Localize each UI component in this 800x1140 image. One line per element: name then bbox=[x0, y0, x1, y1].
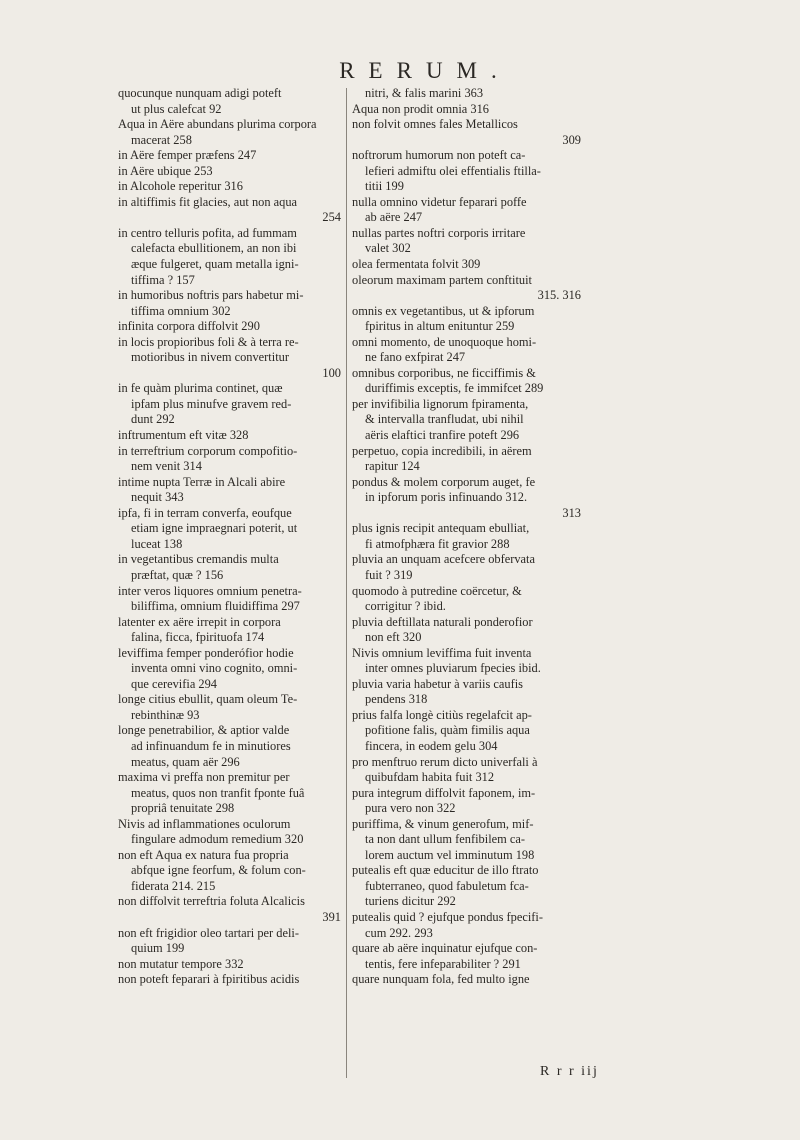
index-entry-line: turiens dicitur 292 bbox=[365, 894, 456, 909]
index-entry-line: 309 bbox=[562, 132, 581, 147]
index-entry-line: ad infinuandum fe in minutiores bbox=[131, 738, 291, 753]
index-entry-line: infinita corpora diffolvit 290 bbox=[118, 319, 260, 334]
index-entry-line: nitri, & falis marini 363 bbox=[365, 86, 484, 100]
index-entry-line: quium 199 bbox=[131, 941, 185, 956]
running-header: RERUM. bbox=[339, 58, 511, 83]
index-entry-line: quare ab aëre inquinatur ejufque con- bbox=[352, 941, 538, 956]
index-entry-line: fpiritus in altum enituntur 259 bbox=[365, 319, 515, 334]
index-entry-line: quocunque nunquam adigi poteft bbox=[118, 86, 282, 100]
index-entry-line: omni momento, de unoquoque homi- bbox=[352, 334, 537, 349]
index-entry-line: motioribus in nivem convertitur bbox=[131, 350, 289, 365]
index-entry-line: leviffima femper ponderófior hodie bbox=[118, 645, 294, 660]
index-entry-line: ut plus calefcat 92 bbox=[131, 101, 222, 116]
index-entry-line: fuit ? 319 bbox=[365, 567, 413, 582]
index-entry-line: ipfam plus minufve gravem red- bbox=[131, 396, 292, 411]
index-entry-line: inftrumentum eft vitæ 328 bbox=[118, 428, 249, 443]
index-entry-line: ne fano exfpirat 247 bbox=[365, 350, 466, 365]
index-entry-line: olea fermentata folvit 309 bbox=[352, 257, 481, 272]
index-entry-line: tiffima omnium 302 bbox=[131, 303, 231, 318]
column-divider bbox=[346, 88, 347, 1078]
index-entry-line: rapitur 124 bbox=[365, 459, 420, 474]
index-entry-line: nulla omnino videtur feparari poffe bbox=[352, 194, 527, 209]
index-entry-line: non diffolvit terreftria foluta Alcalicis bbox=[118, 894, 305, 909]
index-entry-line: dunt 292 bbox=[131, 412, 175, 427]
index-entry-line: tiffima ? 157 bbox=[131, 272, 195, 287]
index-entry-line: Nivis ad inflammationes oculorum bbox=[118, 816, 291, 831]
index-entry-line: fingulare admodum remedium 320 bbox=[131, 832, 304, 847]
index-entry-line: in terreftrium corporum compofitio- bbox=[118, 443, 298, 458]
index-entry-line: longe penetrabilior, & aptior valde bbox=[118, 723, 290, 738]
index-entry-line: fiderata 214. 215 bbox=[131, 878, 216, 893]
index-entry-line: putealis eft quæ educitur de illo ftrato bbox=[352, 863, 539, 878]
index-entry-line: non mutatur tempore 332 bbox=[118, 956, 244, 971]
index-entry-line: biliffima, omnium fluidiffima 297 bbox=[131, 599, 300, 614]
index-entry-line: æque fulgeret, quam metalla igni- bbox=[131, 257, 299, 272]
index-entry-line: falina, ficca, fpirituofa 174 bbox=[131, 630, 265, 645]
index-entry-line: valet 302 bbox=[365, 241, 411, 256]
index-entry-line: plus ignis recipit antequam ebulliat, bbox=[352, 521, 530, 536]
index-entry-line: in Aëre femper præfens 247 bbox=[118, 148, 257, 163]
index-entry-line: non eft Aqua ex natura fua propria bbox=[118, 847, 289, 862]
index-entry-line: oleorum maximam partem conftituit bbox=[352, 272, 532, 287]
index-entry-line: in locis propioribus foli & à terra re- bbox=[118, 334, 299, 349]
index-entry-line: lorem auctum vel imminutum 198 bbox=[365, 847, 535, 862]
index-entry-line: 315. 316 bbox=[537, 288, 581, 303]
index-entry-line: pofitione falis, quàm fimilis aqua bbox=[365, 723, 530, 738]
index-entry-line: pro menftruo rerum dicto univerfali à bbox=[352, 754, 538, 769]
left-column bbox=[118, 86, 344, 988]
index-entry-line: pluvia deftillata naturali ponderofior bbox=[352, 614, 533, 629]
index-entry-line: pendens 318 bbox=[365, 692, 428, 707]
right-column bbox=[352, 86, 584, 988]
index-entry-line: ta non dant ullum fenfibilem ca- bbox=[365, 832, 525, 847]
index-entry-line: in centro telluris pofita, ad fummam bbox=[118, 225, 297, 240]
index-entry-line: non poteft feparari à fpiritibus acidis bbox=[118, 972, 300, 987]
index-entry-line: nullas partes noftri corporis irritare bbox=[352, 225, 526, 240]
signature-mark: R r r iij bbox=[540, 1064, 599, 1079]
index-entry-line: latenter ex aëre irrepit in corpora bbox=[118, 614, 281, 629]
index-entry-line: intime nupta Terræ in Alcali abire bbox=[118, 474, 286, 489]
index-entry-line: macerat 258 bbox=[131, 132, 192, 147]
index-entry-line: calefacta ebullitionem, an non ibi bbox=[131, 241, 297, 256]
index-entry-line: ipfa, fi in terram converfa, eoufque bbox=[118, 505, 292, 520]
index-entry-line: quomodo à putredine coërcetur, & bbox=[352, 583, 522, 598]
index-entry-line: abfque igne feorfum, & folum con- bbox=[131, 863, 306, 878]
index-entry-line: que cerevifia 294 bbox=[131, 676, 218, 691]
index-entry-line: maxima vi preffa non premitur per bbox=[118, 770, 290, 785]
index-entry-line: in humoribus noftris pars habetur mi- bbox=[118, 288, 304, 303]
index-entry-line: non folvit omnes fales Metallicos bbox=[352, 117, 518, 132]
index-entry-line: in fe quàm plurima continet, quæ bbox=[118, 381, 283, 396]
index-entry-line: rebinthinæ 93 bbox=[131, 707, 200, 722]
index-entry-line: in altiffimis fit glacies, aut non aqua bbox=[118, 194, 298, 209]
index-entry-line: omnibus corporibus, ne ficciffimis & bbox=[352, 365, 536, 380]
index-entry-line: aëris elaftici tranfire poteft 296 bbox=[365, 428, 520, 443]
index-entry-line: titii 199 bbox=[365, 179, 404, 194]
index-entry-line: quare nunquam fola, fed multo igne bbox=[352, 972, 530, 987]
index-entry-line: duriffimis exceptis, fe immifcet 289 bbox=[365, 381, 544, 396]
index-entry-line: fi atmofphæra fit gravior 288 bbox=[365, 536, 510, 551]
index-entry-line: nequit 343 bbox=[131, 490, 184, 505]
index-entry-line: non eft 320 bbox=[365, 630, 422, 645]
index-entry-line: meatus, quos non tranfit fponte fuâ bbox=[131, 785, 305, 800]
index-entry-line: meatus, quam aër 296 bbox=[131, 754, 240, 769]
index-entry-line: puriffima, & vinum generofum, mif- bbox=[352, 816, 534, 831]
index-entry-line: 254 bbox=[322, 210, 341, 225]
index-entry-line: luceat 138 bbox=[131, 536, 183, 551]
index-entry-line: cum 292. 293 bbox=[365, 925, 433, 940]
index-entry-line: & intervalla tranfludat, ubi nihil bbox=[365, 412, 524, 427]
index-entry-line: perpetuo, copia incredibili, in aërem bbox=[352, 443, 532, 458]
index-entry-line: in ipforum poris infinuando 312. bbox=[365, 490, 528, 505]
index-entry-line: pluvia an unquam acefcere obfervata bbox=[352, 552, 536, 567]
index-entry-line: inventa omni vino cognito, omni- bbox=[131, 661, 298, 676]
index-entry-line: Aqua in Aëre abundans plurima corpora bbox=[118, 117, 317, 132]
index-entry-line: præftat, quæ ? 156 bbox=[131, 567, 224, 582]
index-entry-line: corrigitur ? ibid. bbox=[365, 599, 446, 614]
index-entry-line: etiam igne impraegnari poterit, ut bbox=[131, 521, 298, 536]
index-entry-line: putealis quid ? ejufque pondus fpecifi- bbox=[352, 909, 543, 924]
index-entry-line: nem venit 314 bbox=[131, 459, 202, 474]
index-entry-line: fincera, in eodem gelu 304 bbox=[365, 738, 498, 753]
index-entry-line: non eft frigidior oleo tartari per deli- bbox=[118, 925, 299, 940]
index-entry-line: per invifibilia lignorum fpiramenta, bbox=[352, 396, 529, 411]
index-entry-line: pluvia varia habetur à variis caufis bbox=[352, 676, 523, 691]
index-entry-line: Nivis omnium leviffima fuit inventa bbox=[352, 645, 532, 660]
index-entry-line: tentis, fere infeparabiliter ? 291 bbox=[365, 956, 521, 971]
index-entry-line: ab aëre 247 bbox=[365, 210, 423, 225]
index-entry-line: in Aëre ubique 253 bbox=[118, 163, 213, 178]
index-entry-line: propriâ tenuitate 298 bbox=[131, 801, 235, 816]
index-entry-line: noftrorum humorum non poteft ca- bbox=[352, 148, 526, 163]
index-entry-line: lefieri admiftu olei effentialis ftilla- bbox=[365, 163, 541, 178]
index-entry-line: prius falfa longè citiùs regelafcit ap- bbox=[352, 707, 532, 722]
index-entry-line: 313 bbox=[562, 505, 581, 520]
index-entry-line: fubterraneo, quod fabuletum fca- bbox=[365, 878, 529, 893]
index-entry-line: pura vero non 322 bbox=[365, 801, 456, 816]
index-entry-line: in vegetantibus cremandis multa bbox=[118, 552, 279, 567]
index-entry-line: 391 bbox=[322, 909, 341, 924]
index-entry-line: pura integrum diffolvit faponem, im- bbox=[352, 785, 536, 800]
index-entry-line: inter omnes pluviarum fpecies ibid. bbox=[365, 661, 541, 676]
index-entry-line: 100 bbox=[322, 365, 341, 380]
index-entry-line: omnis ex vegetantibus, ut & ipforum bbox=[352, 303, 535, 318]
index-entry-line: quibufdam habita fuit 312 bbox=[365, 770, 495, 785]
index-entry-line: Aqua non prodit omnia 316 bbox=[352, 101, 489, 116]
index-entry-line: longe citius ebullit, quam oleum Te- bbox=[118, 692, 298, 707]
index-entry-line: in Alcohole reperitur 316 bbox=[118, 179, 243, 194]
index-entry-line: pondus & molem corporum auget, fe bbox=[352, 474, 536, 489]
index-entry-line: inter veros liquores omnium penetra- bbox=[118, 583, 302, 598]
